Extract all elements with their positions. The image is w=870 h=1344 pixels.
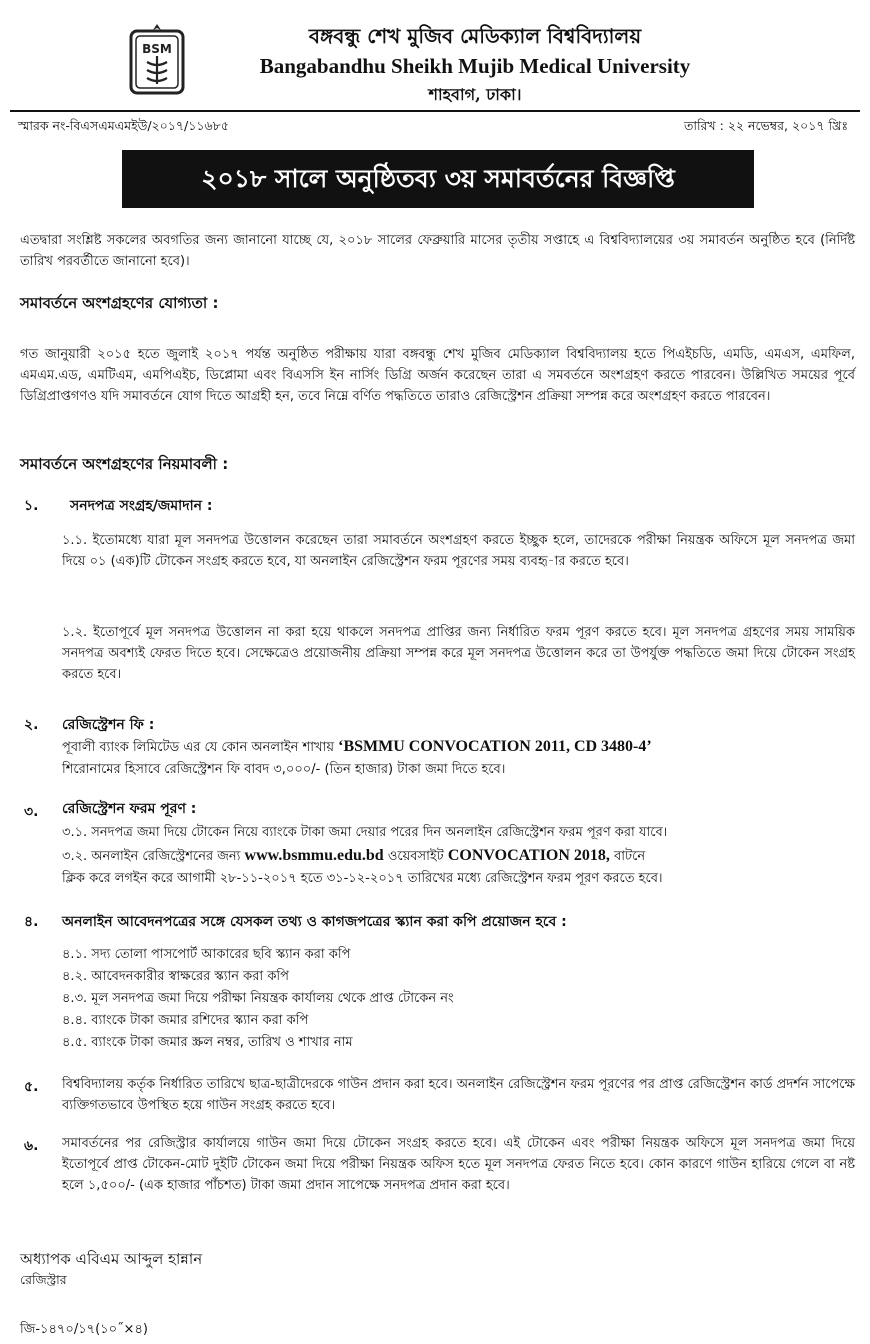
header-divider — [10, 110, 860, 112]
section-6-number: ৬. — [24, 1138, 39, 1154]
section-4-list — [62, 944, 454, 1054]
convocation-button-label: CONVOCATION 2018, — [447, 847, 610, 864]
section-3-2-text-post: বাটনে — [609, 849, 646, 864]
section-4-number: ৪. — [24, 914, 39, 930]
section-3-1-text: ৩.১. সনদপত্র জমা দিয়ে টোকেন নিয়ে ব্যাংকে টাকা জমা দেয়ার পরের দিন অনলাইন রেজিস্ট্রেশন ফরম পূরণ করা যাবে। — [62, 825, 668, 840]
rules-heading: সমাবর্তনে অংশগ্রহণের নিয়মাবলী : — [20, 455, 229, 473]
signatory-role: রেজিস্ট্রার — [20, 1272, 67, 1287]
signatory-name: অধ্যাপক এবিএম আব্দুল হান্নান — [20, 1250, 203, 1268]
section-3-2-line-1 — [62, 845, 645, 867]
list-item: ৪.১. সদ্য তোলা পাসপোর্ট আকারের ছবি স্ক্যান করা কপি — [62, 947, 351, 962]
section-5-text: বিশ্ববিদ্যালয় কর্তৃক নির্ধারিত তারিখে ছাত্র-ছাত্রীদেরকে গাউন প্রদান করা হবে। অনলাইন রেজিস্ট্রেশন ফরম পূরণের পর প্রাপ্ত রেজিস্ট্রেশন কার্ড প্রদর্শন সাপেক্ষে ব্যক্তিগতভাবে উপস্থিত হয়ে গাউন সংগ্রহ করতে হবে। — [62, 1077, 855, 1113]
list-item: ৪.৪. ব্যাংকে টাকা জমার রশিদের স্ক্যান করা কপি — [62, 1013, 309, 1028]
reference-code: জি-১৪৭০/১৭(১০˝×৪) — [20, 1322, 148, 1337]
svg-text:BSM: BSM — [142, 42, 172, 56]
intro-paragraph: এতদ্বারা সংশ্লিষ্ট সকলের অবগতির জন্য জানানো যাচ্ছে যে, ২০১৮ সালের ফেব্রুয়ারি মাসের তৃতীয় সপ্তাহে এ বিশ্ববিদ্যালয়ের ৩য় সমাবর্তন অনুষ্ঠিত হবে (নির্দিষ্ট তারিখ পরবর্তীতে জানানো হবে)। — [20, 233, 855, 269]
section-1-title: সনদপত্র সংগ্রহ/জমাদান : — [70, 498, 213, 514]
section-2-number: ২. — [24, 717, 39, 733]
university-name-en: Bangabandhu Sheikh Mujib Medical University — [259, 54, 691, 78]
section-4-title: অনলাইন আবেদনপত্রের সঙ্গে যেসকল তথ্য ও কাগজপত্রের স্ক্যান করা কপি প্রয়োজন হবে : — [62, 914, 567, 930]
list-item: ৪.৩. মূল সনদপত্র জমা দিয়ে পরীক্ষা নিয়ন্ত্রক কার্যালয় থেকে প্রাপ্ত টোকেন নং — [62, 991, 454, 1006]
university-location: শাহবাগ, ঢাকা। — [428, 85, 522, 104]
section-3-number: ৩. — [24, 804, 39, 820]
section-5-number: ৫. — [24, 1079, 39, 1095]
section-2-line-1-text: পূবালী ব্যাংক লিমিটেড এর যে কোন অনলাইন শাখায় — [62, 740, 339, 755]
section-1-2-text: ১.২. ইতোপূর্বে মূল সনদপত্র উত্তোলন না করা হয়ে থাকলে সনদপত্র প্রাপ্তির জন্য নির্ধারিত ফরম পূরণ করতে হবে। মূল সনদপত্র গ্রহণের সময় সাময়িক সনদপত্র অবশ্যই ফেরত দিতে হবে। সেক্ষেত্রেও প্রয়োজনীয় প্রক্রিয়া সম্পন্ন করে মূল সনদপত্র উত্তোলন করে তা উপর্যুক্ত পদ্ধতিতে জমা দিয়ে টোকেন সংগ্রহ করতে হবে। — [62, 625, 855, 682]
section-3-2-line-2: ক্লিক করে লগইন করে আগামী ২৮-১১-২০১৭ হতে ৩১-১২-২০১৭ তারিখের মধ্যে রেজিস্ট্রেশন ফরম পূরণ করতে হবে। — [62, 871, 663, 886]
section-6-text: সমাবর্তনের পর রেজিস্ট্রার কার্যালয়ে গাউন জমা দিয়ে টোকেন সংগ্রহ করতে হবে। এই টোকেন এবং পরীক্ষা নিয়ন্ত্রক অফিসে মূল সনদপত্র জমা দিয়ে ইতোপূর্বে প্রাপ্ত টোকেন-মোট দুইটি টোকেন জমা দিয়ে পরীক্ষা নিয়ন্ত্রক অফিস হতে মূল সনদপত্র ফেরত নিতে হবে। কোন কারণে গাউন হারিয়ে গেলে বা নষ্ট হলে ১,৫০০/- (এক হাজার পাঁচশত) টাকা জমা প্রদান সাপেক্ষে সনদপত্র প্রদান করা হবে। — [62, 1136, 855, 1193]
memo-number: স্মারক নং-বিএসএমএমইউ/২০১৭/১১৬৮৫ — [18, 118, 229, 133]
section-1-1-text: ১.১. ইতোমধ্যে যারা মূল সনদপত্র উত্তোলন করেছেন তারা সমাবর্তনে অংশগ্রহণ করতে ইচ্ছুক হলে, তাদেরকে পরীক্ষা নিয়ন্ত্রক অফিসে মূল সনদপত্র জমা দিয়ে ০১ (এক)টি টোকেন সংগ্রহ করতে হবে, যা অনলাইন রেজিস্ট্রেশন ফরম পূরণের সময় ব্যবহৃ-ার করতে হবে। — [62, 533, 855, 569]
section-3-title: রেজিস্ট্রেশন ফরম পূরণ : — [62, 801, 197, 817]
eligibility-heading: সমাবর্তনে অংশগ্রহণের যোগ্যতা : — [20, 294, 219, 312]
section-3-2-text-mid: ওয়েবসাইট — [383, 849, 448, 864]
account-name: ‘BSMMU CONVOCATION 2011, CD 3480-4’ — [338, 738, 652, 755]
notice-date: তারিখ : ২২ নভেম্বর, ২০১৭ খ্রিঃ — [683, 118, 848, 133]
university-name-bn: বঙ্গবন্ধু শেখ মুজিব মেডিক্যাল বিশ্ববিদ্যালয় — [308, 24, 642, 48]
eligibility-text: গত জানুয়ারী ২০১৫ হতে জুলাই ২০১৭ পর্যন্ত অনুষ্ঠিত পরীক্ষায় যারা বঙ্গবন্ধু শেখ মুজিব মেডিক্যাল বিশ্ববিদ্যালয় হতে পিএইচডি, এমডি, এমএস, এমফিল, এমএম.এড, এমটিএম, এমপিএইচ, ডিপ্লোমা এবং বিএসসি ইন নার্সিং ডিগ্রি অর্জন করেছেন তারা এ সমবর্তনে অংশগ্রহণ করতে পারবেন। উল্লিখিত সময়ের পূর্বে ডিগ্রিপ্রাপ্তগণও যদি সমাবর্তনে যোগ দিতে আগ্রহী হন, তবে নিম্নে বর্ণিত পদ্ধতিতে তারাও রেজিস্ট্রেশন প্রক্রিয়া সম্পন্ন করে অংশগ্রহণ করতে পারবেন। — [20, 347, 855, 404]
section-1-number: ১. — [24, 498, 39, 514]
section-2-line-1 — [62, 736, 652, 758]
list-item: ৪.৫. ব্যাংকে টাকা জমার স্ক্রল নম্বর, তারিখ ও শাখার নাম — [62, 1035, 353, 1050]
notice-title: ২০১৮ সালে অনুষ্ঠিতব্য ৩য় সমাবর্তনের বিজ্ঞপ্তি — [122, 150, 754, 208]
website-url: www.bsmmu.edu.bd — [244, 847, 384, 864]
section-3-2-text-pre: ৩.২. অনলাইন রেজিস্ট্রেশনের জন্য — [62, 849, 245, 864]
section-2-title: রেজিস্ট্রেশন ফি : — [62, 717, 155, 733]
section-2-line-2: শিরোনামের হিসাবে রেজিস্ট্রেশন ফি বাবদ ৩,০০০/- (তিন হাজার) টাকা জমা দিতে হবে। — [62, 762, 506, 777]
list-item: ৪.২. আবেদনকারীর স্বাক্ষরের স্ক্যান করা কপি — [62, 969, 289, 984]
